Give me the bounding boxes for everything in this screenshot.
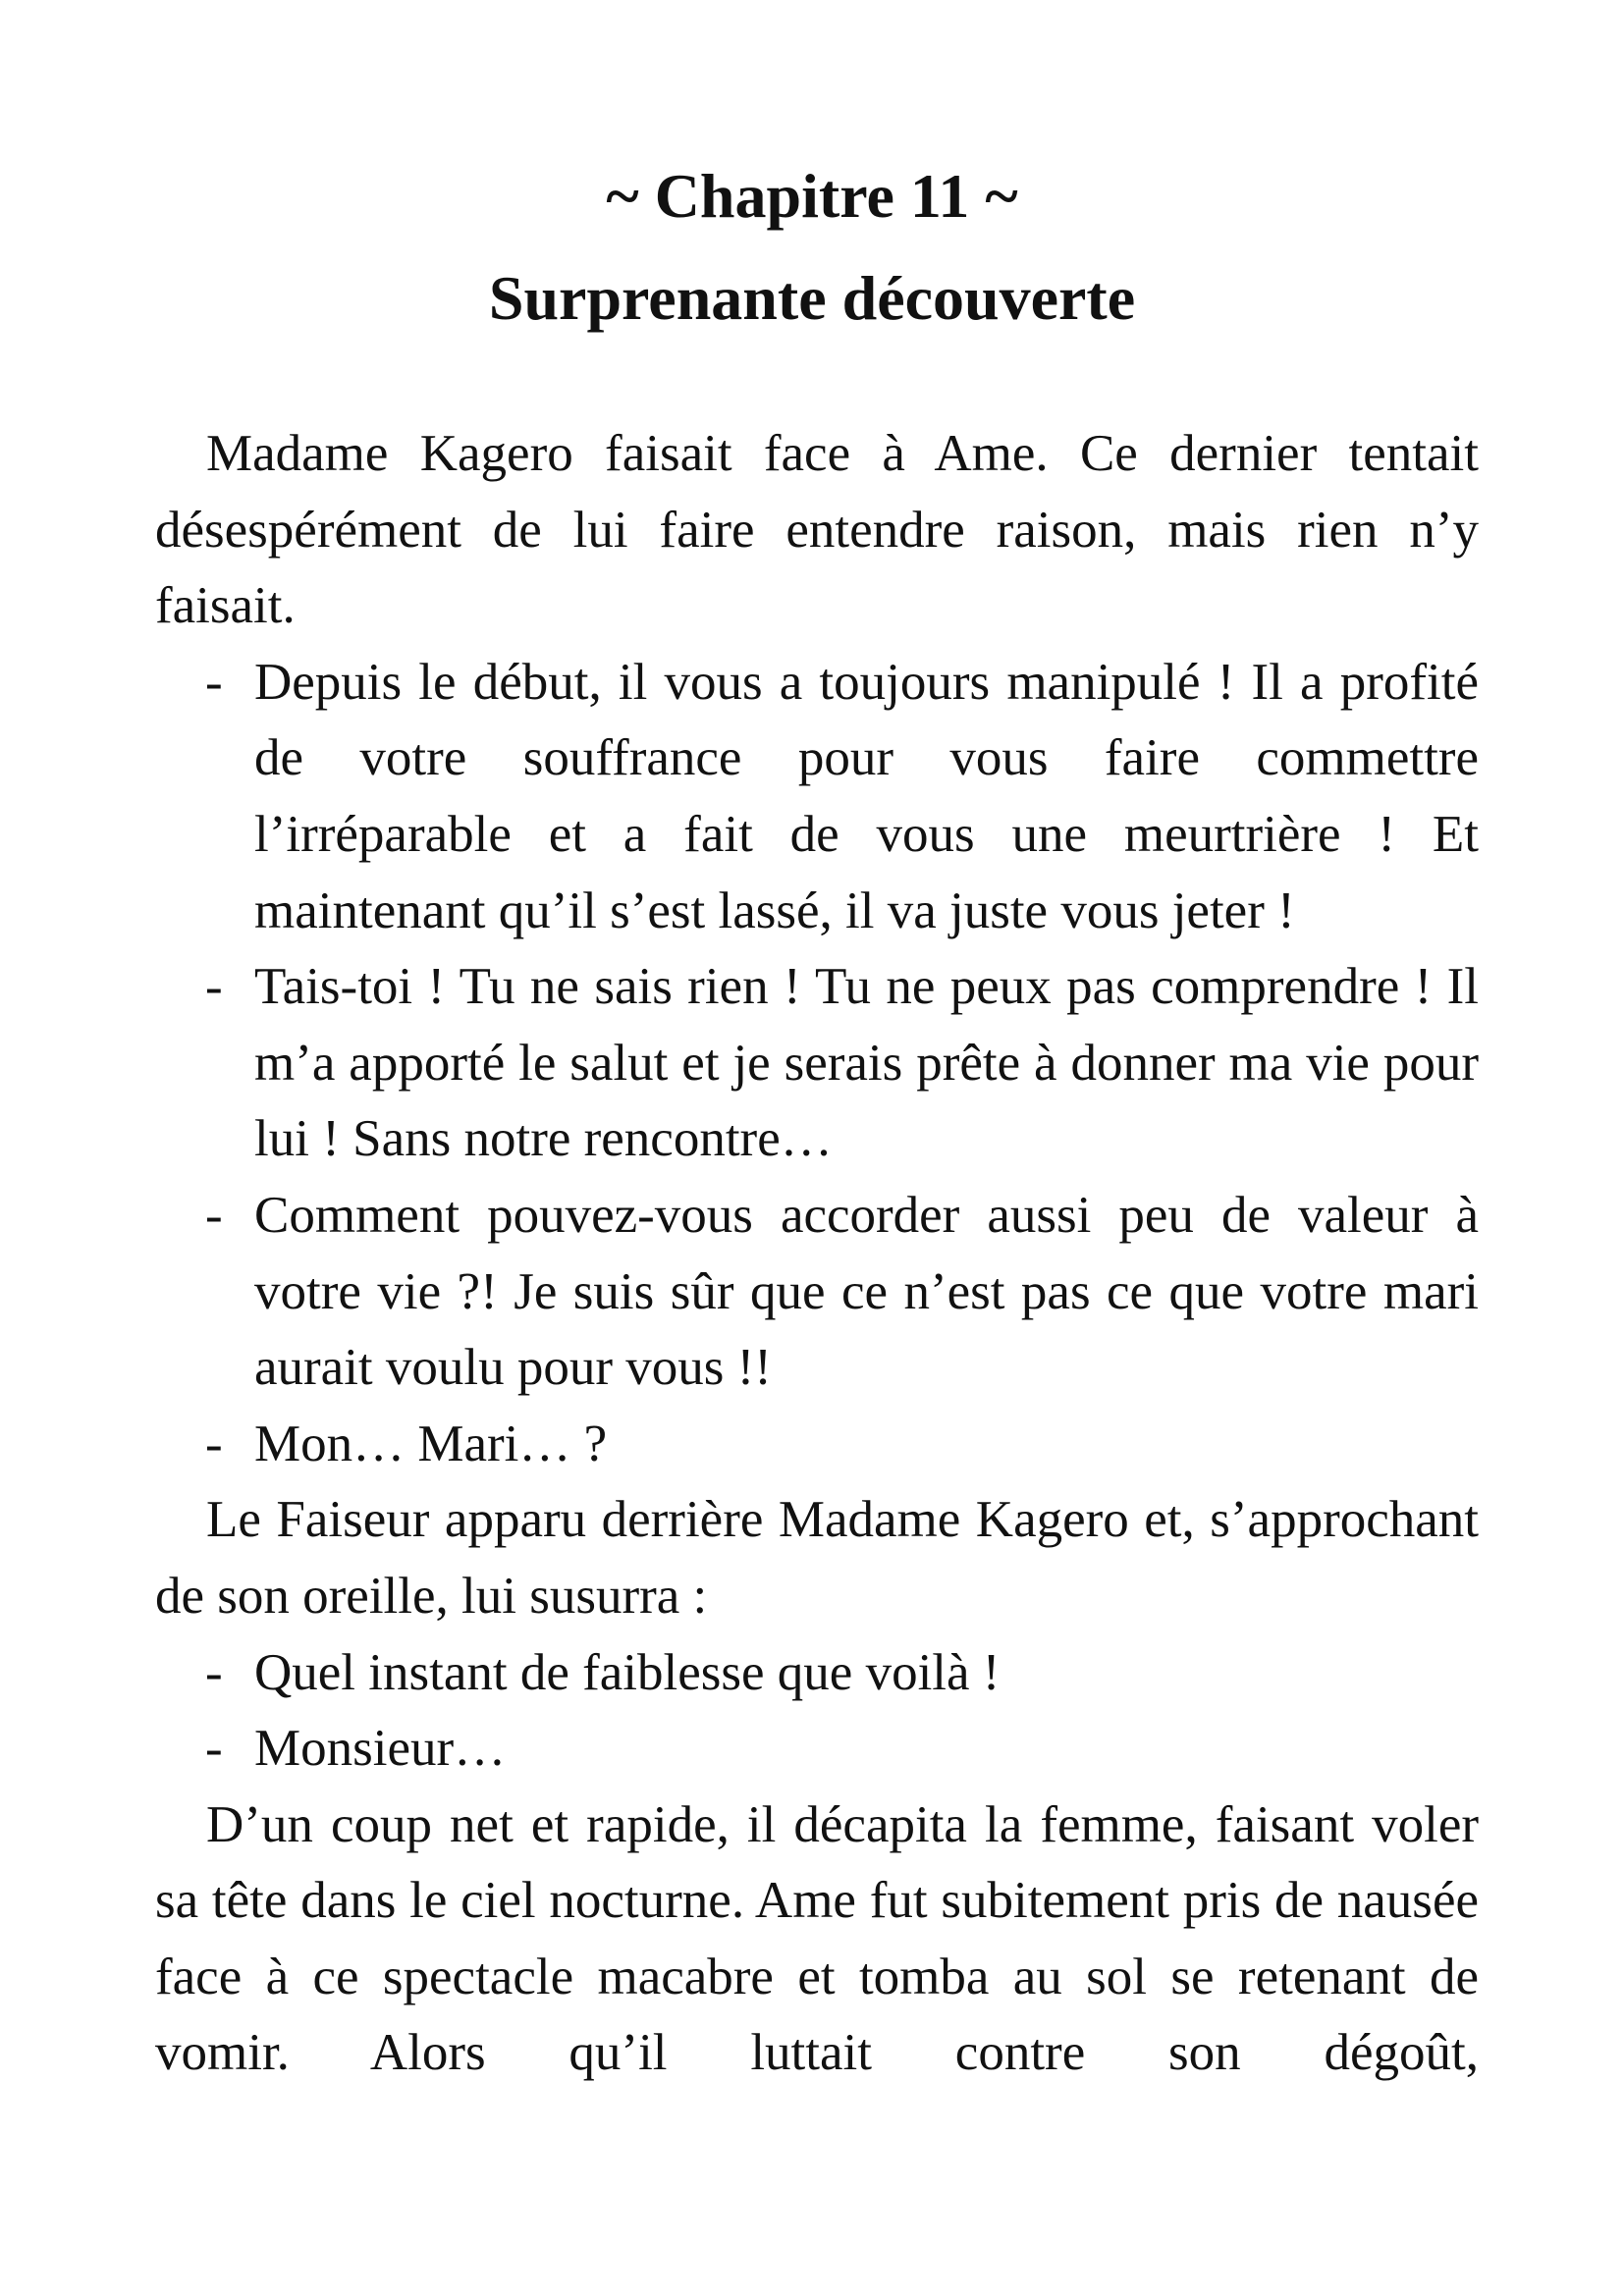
dialogue-text: Depuis le début, il vous a toujours manipulé ! Il a profité de votre souffrance pour vous faire commettre l’irréparable et a fait de vous une meurtrière ! Et maintenant qu’il s’est lassé, il va juste vous jeter ! xyxy=(254,653,1479,939)
dialogue-line xyxy=(155,1178,1479,1407)
dialogue-text: Quel instant de faiblesse que voilà ! xyxy=(254,1643,1001,1701)
chapter-title: Surprenante découverte xyxy=(488,263,1136,333)
dialogue-text: Mon… Mari… ? xyxy=(254,1415,608,1472)
dialogue-dash: - xyxy=(205,1643,223,1701)
dialogue-text: Tais-toi ! Tu ne sais rien ! Tu ne peux pas comprendre ! Il m’a apporté le salut et je serais prête à donner ma vie pour lui ! Sans notre rencontre… xyxy=(254,958,1479,1168)
dialogue-text: Comment pouvez-vous accorder aussi peu de valeur à votre vie ?! Je suis sûr que ce n’est pas ce que votre mari aurait voulu pour vous !! xyxy=(254,1186,1479,1397)
dialogue-dash: - xyxy=(205,1720,223,1778)
paragraph-opening: Madame Kagero faisait face à Ame. Ce dernier tentait désespérément de lui faire entendre raison, mais rien n’y faisait. xyxy=(155,425,1479,635)
chapter-number: ~ Chapitre 11 ~ xyxy=(606,161,1018,231)
dialogue-line xyxy=(155,1711,1479,1788)
dialogue-dash: - xyxy=(205,1415,223,1472)
chapter-heading xyxy=(0,145,1624,349)
dialogue-text: Monsieur… xyxy=(254,1720,507,1778)
chapter-body xyxy=(155,416,1479,2092)
dialogue-line xyxy=(155,949,1479,1178)
dialogue-line xyxy=(155,1635,1479,1712)
dialogue-dash: - xyxy=(205,653,223,711)
dialogue-line xyxy=(155,645,1479,949)
dialogue-line xyxy=(155,1407,1479,1483)
dialogue-dash: - xyxy=(205,1186,223,1244)
paragraph-narration: Le Faiseur apparu derrière Madame Kagero et, s’approchant de son oreille, lui susurra : xyxy=(155,1491,1479,1625)
dialogue-dash: - xyxy=(205,958,223,1016)
paragraph-closing: D’un coup net et rapide, il décapita la femme, faisant voler sa tête dans le ciel nocturne. Ame fut subitement pris de nausée face à ce spectacle macabre et tomba au sol se retenant de vomir. Alors qu’il luttait contre son dégoût, xyxy=(155,1795,1479,2082)
